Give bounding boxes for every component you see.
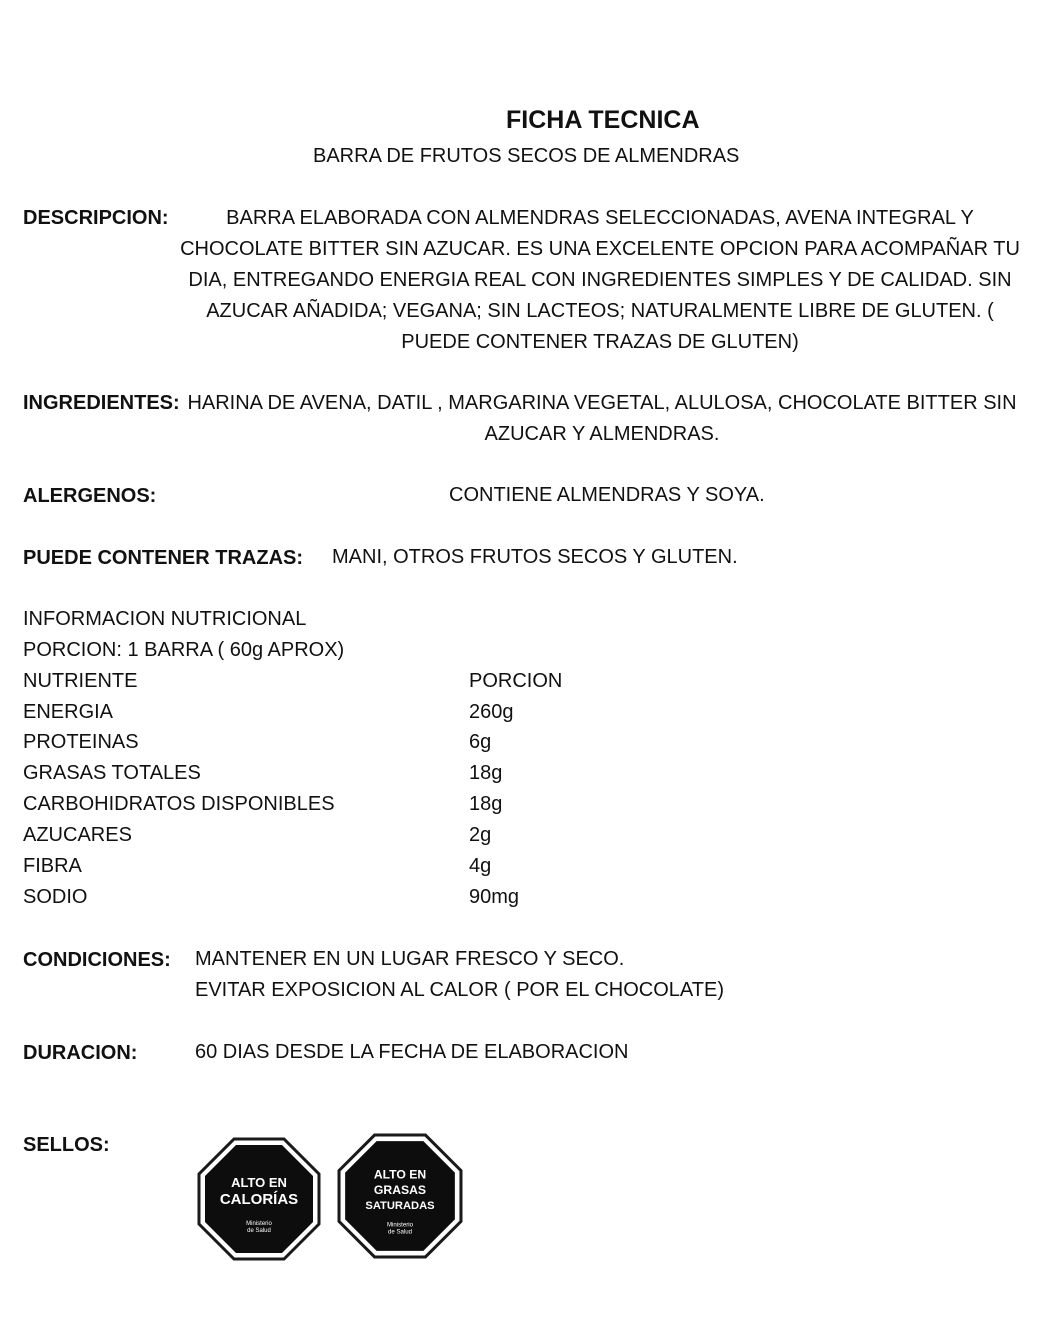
descripcion-line: AZUCAR AÑADIDA; VEGANA; SIN LACTEOS; NATURALMENTE LIBRE DE GLUTEN. (	[206, 300, 994, 322]
nutrient-value: 18g	[469, 793, 503, 815]
nutrient-name: FIBRA	[23, 855, 82, 877]
condiciones-line: EVITAR EXPOSICION AL CALOR ( POR EL CHOCOLATE)	[195, 979, 725, 1001]
trazas-value: MANI, OTROS FRUTOS SECOS Y GLUTEN.	[332, 546, 738, 568]
nutrient-value: 2g	[469, 824, 492, 846]
descripcion-line: BARRA ELABORADA CON ALMENDRAS SELECCIONADAS, AVENA INTEGRAL Y	[226, 207, 974, 229]
seal-line: SATURADAS	[365, 1200, 435, 1213]
nutrient-name: SODIO	[23, 886, 88, 908]
duracion-value: 60 DIAS DESDE LA FECHA DE ELABORACION	[195, 1041, 629, 1063]
ingredientes-line: HARINA DE AVENA, DATIL , MARGARINA VEGETAL, ALULOSA, CHOCOLATE BITTER SIN	[187, 392, 1017, 414]
seal-footer: Ministerio	[386, 1221, 414, 1229]
ingredientes-text	[186, 388, 1018, 450]
nutrient-value: 6g	[469, 731, 492, 753]
descripcion-line: CHOCOLATE BITTER SIN AZUCAR. ES UNA EXCELENTE OPCION PARA ACOMPAÑAR TU	[180, 238, 1020, 260]
nutrient-value: 18g	[469, 762, 503, 784]
seal-line: ALTO EN	[373, 1167, 427, 1182]
descripcion-label: DESCRIPCION:	[23, 207, 169, 229]
descripcion-text	[180, 203, 1020, 358]
duracion-label: DURACION:	[23, 1042, 138, 1064]
nutricion-title: INFORMACION NUTRICIONAL	[23, 608, 307, 630]
ingredientes-label: INGREDIENTES:	[23, 392, 180, 414]
nutricion-header-nutriente: NUTRIENTE	[23, 670, 138, 692]
seal-line: CALORÍAS	[219, 1191, 299, 1208]
nutrient-value: 4g	[469, 855, 492, 877]
alergenos-value: CONTIENE ALMENDRAS Y SOYA.	[449, 484, 765, 506]
condiciones-line: MANTENER EN UN LUGAR FRESCO Y SECO.	[195, 948, 625, 970]
ingredientes-line: AZUCAR Y ALMENDRAS.	[484, 423, 720, 445]
seal-footer: de Salud	[388, 1228, 412, 1236]
nutrient-name: AZUCARES	[23, 824, 132, 846]
seal-line: ALTO EN	[231, 1175, 287, 1190]
nutrient-value: 260g	[469, 701, 514, 723]
nutrient-name: PROTEINAS	[23, 731, 139, 753]
nutrient-value: 90mg	[469, 886, 520, 908]
seal-alto-en-grasas-saturadas-icon	[337, 1133, 463, 1259]
alergenos-label: ALERGENOS:	[23, 485, 157, 507]
nutricion-header-porcion: PORCION	[469, 670, 563, 692]
nutrient-name: CARBOHIDRATOS DISPONIBLES	[23, 793, 335, 815]
nutricion-porcion: PORCION: 1 BARRA ( 60g APROX)	[23, 639, 345, 661]
page-title: FICHA TECNICA	[506, 106, 700, 134]
nutrient-name: GRASAS TOTALES	[23, 762, 201, 784]
page-subtitle: BARRA DE FRUTOS SECOS DE ALMENDRAS	[313, 145, 740, 167]
condiciones-label: CONDICIONES:	[23, 949, 171, 971]
seal-line: GRASAS	[373, 1182, 427, 1197]
seal-footer: de Salud	[247, 1228, 271, 1234]
seal-alto-en-calorias-icon	[197, 1137, 321, 1261]
descripcion-line: PUEDE CONTENER TRAZAS DE GLUTEN)	[401, 331, 799, 353]
sellos-label: SELLOS:	[23, 1134, 110, 1156]
nutrient-name: ENERGIA	[23, 701, 114, 723]
seal-footer: Ministerio	[246, 1221, 272, 1227]
descripcion-line: DIA, ENTREGANDO ENERGIA REAL CON INGREDIENTES SIMPLES Y DE CALIDAD. SIN	[188, 269, 1012, 291]
trazas-label: PUEDE CONTENER TRAZAS:	[23, 547, 304, 569]
